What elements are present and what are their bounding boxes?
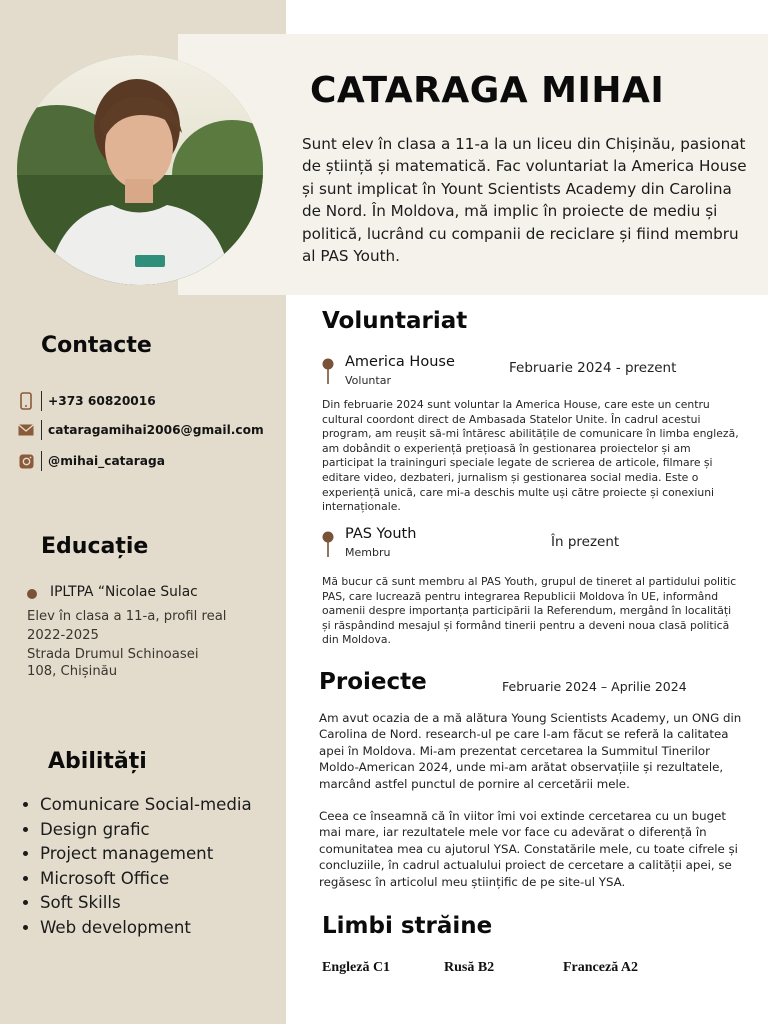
projects-heading: Proiecte: [319, 669, 427, 695]
entry-date: În prezent: [551, 534, 620, 550]
phone-icon: [17, 391, 35, 411]
languages-heading: Limbi străine: [322, 913, 493, 939]
email-address: cataragamihai2006@gmail.com: [48, 423, 264, 437]
project-date: Februarie 2024 – Aprilie 2024: [502, 679, 687, 694]
language-item: Engleză C1: [322, 960, 391, 975]
phone-number: +373 60820016: [48, 394, 156, 408]
entry-date: Februarie 2024 - prezent: [509, 360, 677, 376]
contact-divider: [41, 451, 42, 471]
timeline-pin-icon: [322, 531, 334, 557]
education-years: 2022-2025: [27, 628, 99, 643]
contact-email[interactable]: [17, 419, 264, 441]
list-item: • Web development: [40, 916, 302, 941]
contacts-heading: Contacte: [41, 333, 152, 358]
entry-title: America House: [345, 354, 455, 370]
list-item: • Design grafic: [40, 818, 302, 843]
list-item: • Project management: [40, 842, 302, 867]
contact-instagram[interactable]: [17, 450, 165, 472]
school-name: IPLTPA “Nicolae Sulac: [50, 584, 198, 600]
candidate-name: CATARAGA MIHAI: [310, 70, 665, 111]
intro-paragraph: Sunt elev în clasa a 11-a la un liceu din Chișinău, pasionat de știință și matematică. Fac voluntariat la America House și sunt implicat în Yount Scientists Academy din Carolina de Nord. În Moldova, mă implic în proiecte de mediu și politică, lucrând cu companii de reciclare și fiind membru al PAS Youth.: [302, 135, 747, 266]
email-icon: [17, 420, 35, 440]
education-class: Elev în clasa a 11-a, profil real: [27, 609, 227, 624]
contact-divider: [41, 391, 42, 411]
education-address-line1: Strada Drumul Schinoasei: [27, 647, 199, 662]
project-paragraph: Ceea ce înseamnă că în viitor îmi voi extinde cercetarea cu un buget mai mare, iar rezultatele mele vor face cu adevărat o diferență în comunitatea mea cu ajutorul YSA. Constatările mele, cu toate cifrele și concluziile, în cadrul actualului proiect de cercetare a calității apei, se regăsesc în articolul meu științific de pe site-ul YSA.: [319, 809, 738, 889]
education-address-line2: 108, Chișinău: [27, 664, 118, 679]
language-item: Rusă B2: [444, 960, 495, 975]
timeline-pin-icon: [322, 358, 334, 384]
entry-description: Mă bucur că sunt membru al PAS Youth, grupul de tineret al partidului politic PAS, care lucrează pentru integrarea Republicii Moldova în UE, informând oamenii despre importanța participării la Referendum, mergând în localități și răspândind mesajul și formând tinerii pentru a deveni noua clasă politică din Moldova.: [322, 575, 737, 647]
education-heading: Educație: [41, 534, 149, 559]
entry-description: Din februarie 2024 sunt voluntar la America House, care este un centru cultural coordont direct de Ambasada Statelor Unite. În cadrul acestui program, am reușit să-mi întăresc abilitățile de comunicare în limba engleză, am dobândit o experiență prețioasă în gestionarea proiectelor și am participat la traininguri speciale legate de scrierea de articole, filmare și editare video, dezbateri, jurnalism și gestionarea social media. Este o experiență unică, care mi-a deschis multe uși către proiecte și conexiuni internaționale.: [322, 398, 739, 514]
list-item: • Comunicare Social-media: [40, 793, 302, 818]
bullet-dot: [27, 589, 37, 599]
language-item: Franceză A2: [563, 960, 639, 975]
volunteering-heading: Voluntariat: [322, 308, 468, 334]
skills-heading: Abilități: [48, 749, 147, 774]
project-paragraph: Am avut ocazia de a mă alătura Young Scientists Academy, un ONG din Carolina de Nord. research-ul pe care l-am făcut se referă la calitatea apei în Moldova. Mi-am prezentat cercetarea la Summitul Tinerilor Moldo-American 2024, unde mi-am arătat observațiile și rezultatele, marcând astfel punctul de pornire al cercetării mele.: [319, 711, 742, 791]
entry-role: Voluntar: [345, 374, 391, 387]
skills-list: [20, 793, 302, 941]
contact-divider: [41, 420, 42, 440]
entry-title: PAS Youth: [345, 526, 417, 542]
list-item: • Soft Skills: [40, 891, 302, 916]
profile-photo: [17, 55, 263, 285]
entry-role: Membru: [345, 546, 391, 559]
list-item: • Microsoft Office: [40, 867, 302, 892]
instagram-handle: @mihai_cataraga: [48, 454, 165, 468]
contact-phone[interactable]: [17, 390, 156, 412]
instagram-icon: [17, 451, 35, 471]
